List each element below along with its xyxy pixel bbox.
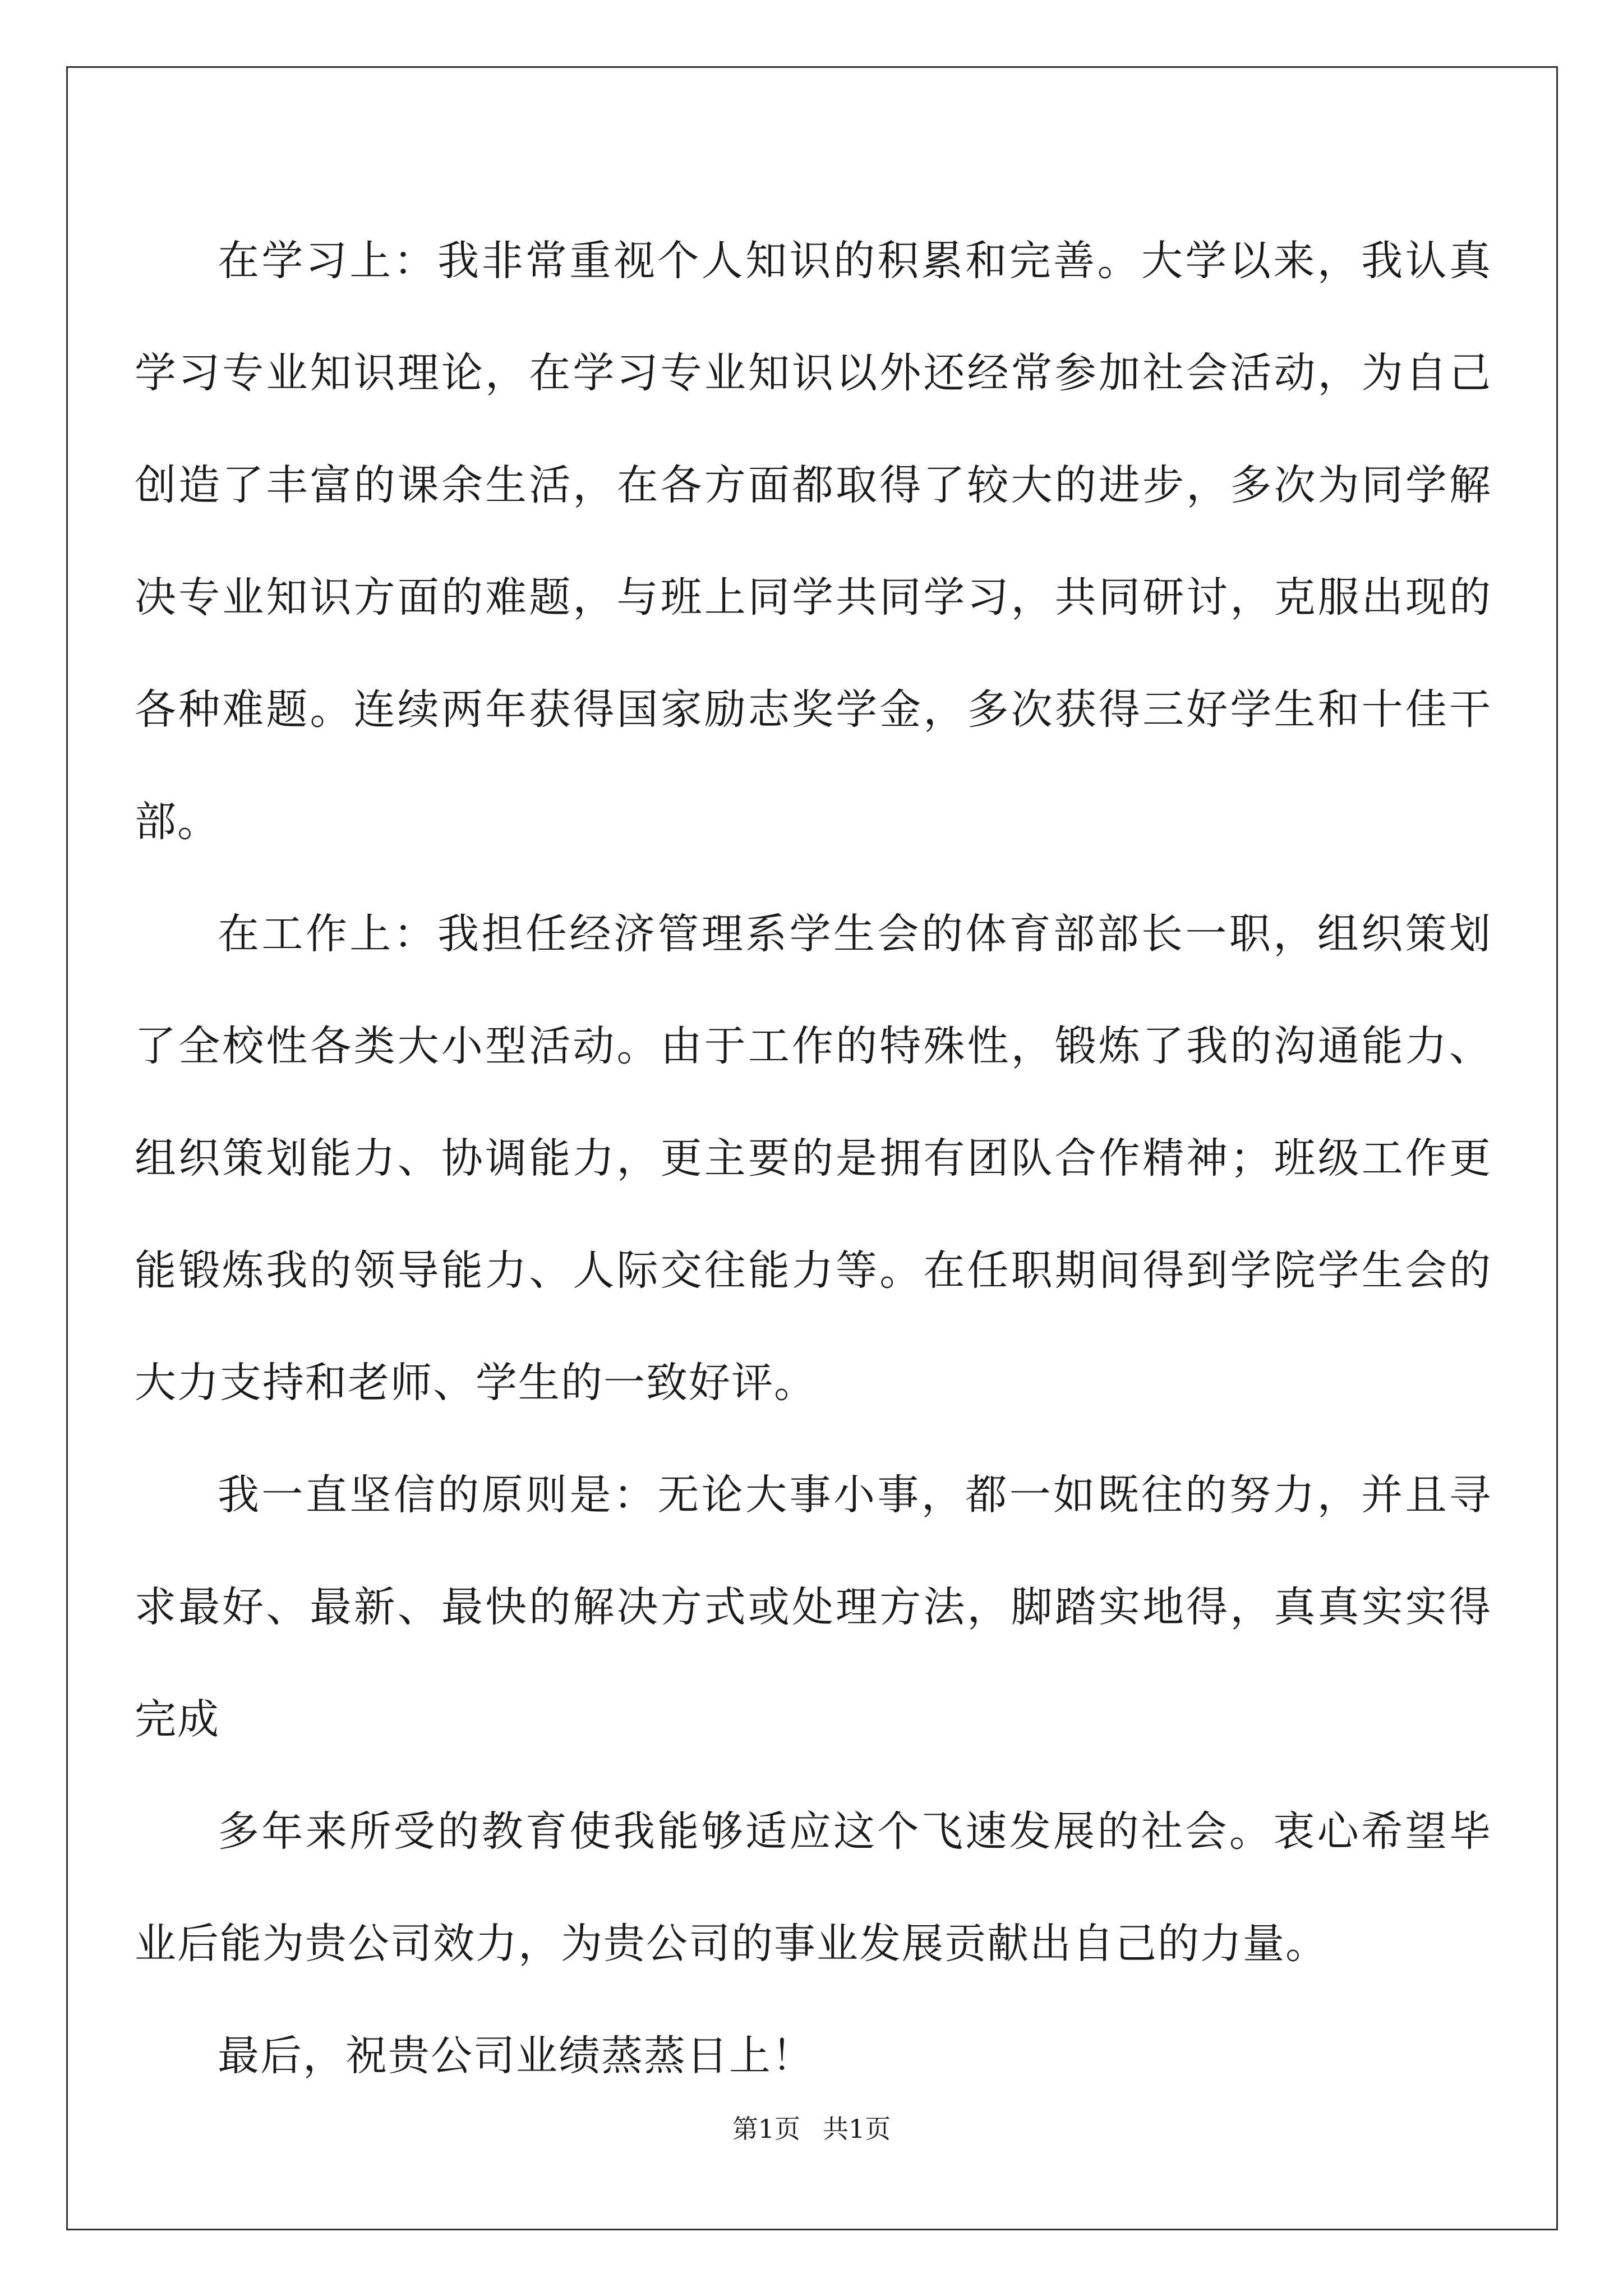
page-total: 共1页 <box>823 2114 891 2144</box>
paragraph-closing: 最后，祝贵公司业绩蒸蒸日上！ <box>218 2032 814 2080</box>
paragraph-hope: 多年来所受的教育使我能够适应这个飞速发展的社会。衷心希望毕业后能为贵公司效力，为贵公司的事业发展贡献出自己的力量。 <box>135 1807 1492 1968</box>
paragraph-principle: 我一直坚信的原则是：无论大事小事，都一如既往的努力，并且寻求最好、最新、最快的解决方式或处理方法，脚踏实地得，真真实实得完成 <box>135 1471 1492 1743</box>
page-footer <box>0 2112 1623 2146</box>
paragraph-work: 在工作上：我担任经济管理系学生会的体育部部长一职，组织策划了全校性各类大小型活动。由于工作的特殊性，锻炼了我的沟通能力、组织策划能力、协调能力，更主要的是拥有团队合作精神；班级工作更能锻炼我的领导能力、人际交往能力等。在任职期间得到学院学生会的大力支持和老师、学生的一致好评。 <box>135 910 1492 1407</box>
paragraph-study: 在学习上：我非常重视个人知识的积累和完善。大学以来，我认真学习专业知识理论，在学习专业知识以外还经常参加社会活动，为自己创造了丰富的课余生活，在各方面都取得了较大的进步，多次为同学解决专业知识方面的难题，与班上同学共同学习，共同研讨，克服出现的各种难题。连续两年获得国家励志奖学金，多次获得三好学生和十佳干部。 <box>135 237 1492 846</box>
document-body <box>135 205 1492 2112</box>
page-number: 第1页 <box>732 2114 800 2144</box>
